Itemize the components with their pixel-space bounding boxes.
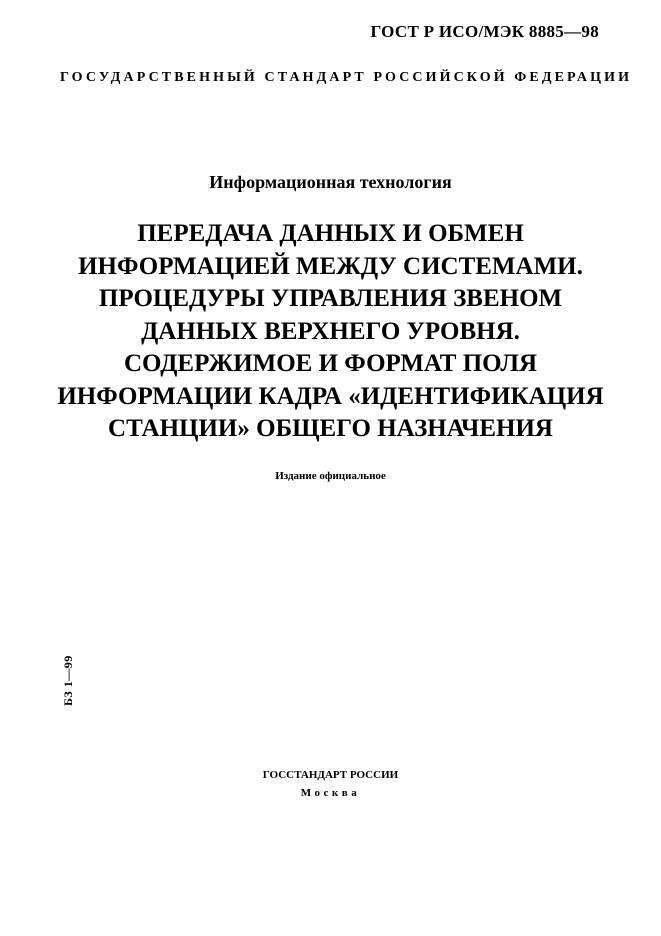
subject-title: Информационная технология: [209, 172, 452, 192]
standard-number: ГОСТ Р ИСО/МЭК 8885—98: [370, 22, 599, 41]
publisher: ГОССТАНДАРТ РОССИИ: [262, 769, 399, 781]
title-line: СТАНЦИИ» ОБЩЕГО НАЗНАЧЕНИЯ: [108, 415, 553, 442]
title-line: ДАННЫХ ВЕРХНЕГО УРОВНЯ.: [141, 317, 520, 345]
title-line: ПЕРЕДАЧА ДАННЫХ И ОБМЕН: [137, 220, 524, 247]
title-line: ИНФОРМАЦИЕЙ МЕЖДУ СИСТЕМАМИ.: [78, 252, 583, 280]
side-code: БЗ 1—99: [61, 655, 75, 706]
edition-note: Издание официальное: [275, 470, 386, 482]
state-standard-header: ГОСУДАРСТВЕННЫЙ СТАНДАРТ РОССИЙСКОЙ ФЕДЕРАЦИИ: [60, 70, 633, 85]
title-line: СОДЕРЖИМОЕ И ФОРМАТ ПОЛЯ: [123, 350, 538, 377]
title-line: ИНФОРМАЦИИ КАДРА «ИДЕНТИФИКАЦИЯ: [57, 382, 604, 410]
main-title: [40, 218, 621, 446]
publication-city: Москва: [300, 787, 361, 799]
title-line: ПРОЦЕДУРЫ УПРАВЛЕНИЯ ЗВЕНОМ: [98, 285, 563, 312]
